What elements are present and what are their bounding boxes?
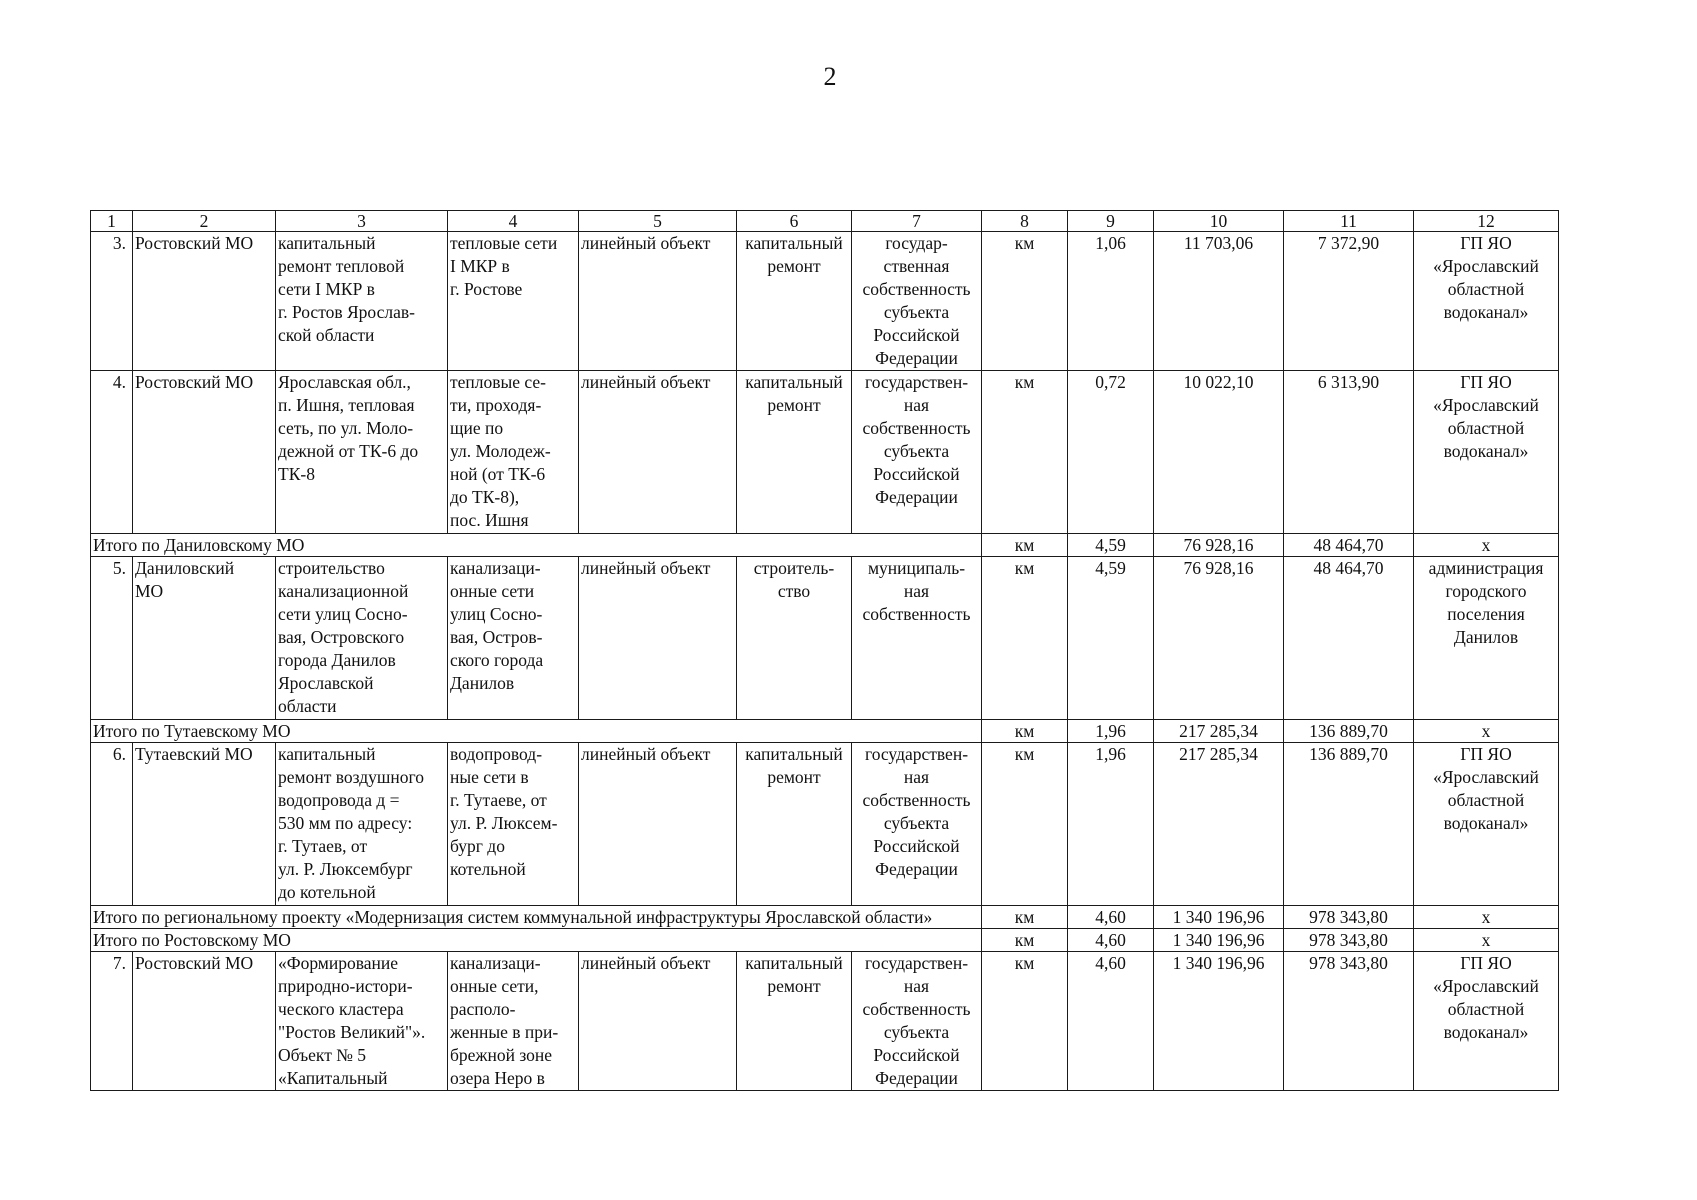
capacity-cell: 4,59 <box>1068 534 1154 557</box>
funds-cell: 7 372,90 <box>1284 232 1414 371</box>
capacity-cell: 0,72 <box>1068 371 1154 534</box>
cost-cell: 76 928,16 <box>1154 534 1284 557</box>
work-type-cell: капитальный ремонт <box>737 952 852 1091</box>
funds-cell: 978 343,80 <box>1284 929 1414 952</box>
col-header: 1 <box>91 211 133 232</box>
page-number: 2 <box>823 62 837 91</box>
project-name-cell: Ярославская обл., п. Ишня, тепловая сеть, по ул. Моло- дежной от ТК-6 до ТК-8 <box>276 371 448 534</box>
funds-cell: 978 343,80 <box>1284 952 1414 1091</box>
capacity-cell: 1,96 <box>1068 743 1154 906</box>
row-number: 4. <box>91 371 133 534</box>
cost-cell: 217 285,34 <box>1154 743 1284 906</box>
customer-cell: х <box>1414 906 1559 929</box>
funds-cell: 48 464,70 <box>1284 534 1414 557</box>
total-label: Итого по региональному проекту «Модернизация систем коммунальной инфраструктуры Ярославской области» <box>91 906 982 929</box>
unit-cell: км <box>982 720 1068 743</box>
total-row <box>91 906 1559 929</box>
customer-cell: ГП ЯО «Ярославский областной водоканал» <box>1414 743 1559 906</box>
ownership-cell: государствен- ная собственность субъекта Российской Федерации <box>852 371 982 534</box>
work-type-cell: капитальный ремонт <box>737 232 852 371</box>
object-type-cell: линейный объект <box>579 557 737 720</box>
col-header: 9 <box>1068 211 1154 232</box>
ownership-cell: государ- ственная собственность субъекта Российской Федерации <box>852 232 982 371</box>
col-header: 2 <box>133 211 276 232</box>
unit-cell: км <box>982 232 1068 371</box>
capacity-cell: 1,96 <box>1068 720 1154 743</box>
table-row <box>91 952 1559 1091</box>
municipality-cell: Даниловский МО <box>133 557 276 720</box>
cost-cell: 1 340 196,96 <box>1154 929 1284 952</box>
cost-cell: 11 703,06 <box>1154 232 1284 371</box>
funds-cell: 136 889,70 <box>1284 743 1414 906</box>
customer-cell: администрация городского поселения Данилов <box>1414 557 1559 720</box>
unit-cell: км <box>982 743 1068 906</box>
municipality-cell: Ростовский МО <box>133 232 276 371</box>
project-name-cell: строительство канализационной сети улиц Сосно- вая, Островского города Данилов Ярославской области <box>276 557 448 720</box>
cost-cell: 76 928,16 <box>1154 557 1284 720</box>
row-number: 5. <box>91 557 133 720</box>
object-cell: тепловые се- ти, проходя- щие по ул. Молодеж- ной (от ТК-6 до ТК-8), пос. Ишня <box>448 371 579 534</box>
total-label: Итого по Даниловскому МО <box>91 534 982 557</box>
object-type-cell: линейный объект <box>579 371 737 534</box>
col-header: 4 <box>448 211 579 232</box>
project-name-cell: капитальный ремонт воздушного водопровода д = 530 мм по адресу: г. Тутаев, от ул. Р. Люксембург до котельной <box>276 743 448 906</box>
object-type-cell: линейный объект <box>579 952 737 1091</box>
total-label: Итого по Тутаевскому МО <box>91 720 982 743</box>
project-name-cell: капитальный ремонт тепловой сети I МКР в г. Ростов Ярослав- ской области <box>276 232 448 371</box>
work-type-cell: капитальный ремонт <box>737 743 852 906</box>
total-row <box>91 534 1559 557</box>
register-table <box>90 210 1559 1091</box>
total-row <box>91 720 1559 743</box>
column-numbers-row <box>91 211 1559 232</box>
col-header: 11 <box>1284 211 1414 232</box>
unit-cell: км <box>982 557 1068 720</box>
object-cell: тепловые сети I МКР в г. Ростове <box>448 232 579 371</box>
row-number: 3. <box>91 232 133 371</box>
ownership-cell: государствен- ная собственность субъекта Российской Федерации <box>852 743 982 906</box>
customer-cell: х <box>1414 534 1559 557</box>
unit-cell: км <box>982 534 1068 557</box>
table-row <box>91 743 1559 906</box>
object-cell: канализаци- онные сети, располо- женные в при- брежной зоне озера Неро в <box>448 952 579 1091</box>
customer-cell: х <box>1414 720 1559 743</box>
col-header: 6 <box>737 211 852 232</box>
unit-cell: км <box>982 929 1068 952</box>
municipality-cell: Тутаевский МО <box>133 743 276 906</box>
unit-cell: км <box>982 952 1068 1091</box>
municipality-cell: Ростовский МО <box>133 952 276 1091</box>
object-cell: водопровод- ные сети в г. Тутаеве, от ул. Р. Люксем- бург до котельной <box>448 743 579 906</box>
object-type-cell: линейный объект <box>579 232 737 371</box>
work-type-cell: капитальный ремонт <box>737 371 852 534</box>
ownership-cell: муниципаль- ная собственность <box>852 557 982 720</box>
funds-cell: 48 464,70 <box>1284 557 1414 720</box>
object-type-cell: линейный объект <box>579 743 737 906</box>
capacity-cell: 4,59 <box>1068 557 1154 720</box>
col-header: 12 <box>1414 211 1559 232</box>
work-type-cell: строитель- ство <box>737 557 852 720</box>
col-header: 7 <box>852 211 982 232</box>
col-header: 8 <box>982 211 1068 232</box>
row-number: 6. <box>91 743 133 906</box>
unit-cell: км <box>982 371 1068 534</box>
customer-cell: х <box>1414 929 1559 952</box>
funds-cell: 978 343,80 <box>1284 906 1414 929</box>
total-label: Итого по Ростовскому МО <box>91 929 982 952</box>
capacity-cell: 4,60 <box>1068 952 1154 1091</box>
total-row <box>91 929 1559 952</box>
col-header: 10 <box>1154 211 1284 232</box>
project-name-cell: «Формирование природно-истори- ческого кластера "Ростов Великий"». Объект № 5 «Капитальный <box>276 952 448 1091</box>
capacity-cell: 4,60 <box>1068 929 1154 952</box>
col-header: 3 <box>276 211 448 232</box>
object-cell: канализаци- онные сети улиц Сосно- вая, Остров- ского города Данилов <box>448 557 579 720</box>
unit-cell: км <box>982 906 1068 929</box>
cost-cell: 1 340 196,96 <box>1154 906 1284 929</box>
customer-cell: ГП ЯО «Ярославский областной водоканал» <box>1414 232 1559 371</box>
funds-cell: 136 889,70 <box>1284 720 1414 743</box>
cost-cell: 10 022,10 <box>1154 371 1284 534</box>
col-header: 5 <box>579 211 737 232</box>
municipality-cell: Ростовский МО <box>133 371 276 534</box>
cost-cell: 1 340 196,96 <box>1154 952 1284 1091</box>
table-row <box>91 371 1559 534</box>
customer-cell: ГП ЯО «Ярославский областной водоканал» <box>1414 371 1559 534</box>
table-row <box>91 232 1559 371</box>
capacity-cell: 4,60 <box>1068 906 1154 929</box>
ownership-cell: государствен- ная собственность субъекта Российской Федерации <box>852 952 982 1091</box>
capacity-cell: 1,06 <box>1068 232 1154 371</box>
cost-cell: 217 285,34 <box>1154 720 1284 743</box>
funds-cell: 6 313,90 <box>1284 371 1414 534</box>
customer-cell: ГП ЯО «Ярославский областной водоканал» <box>1414 952 1559 1091</box>
row-number: 7. <box>91 952 133 1091</box>
table-row <box>91 557 1559 720</box>
